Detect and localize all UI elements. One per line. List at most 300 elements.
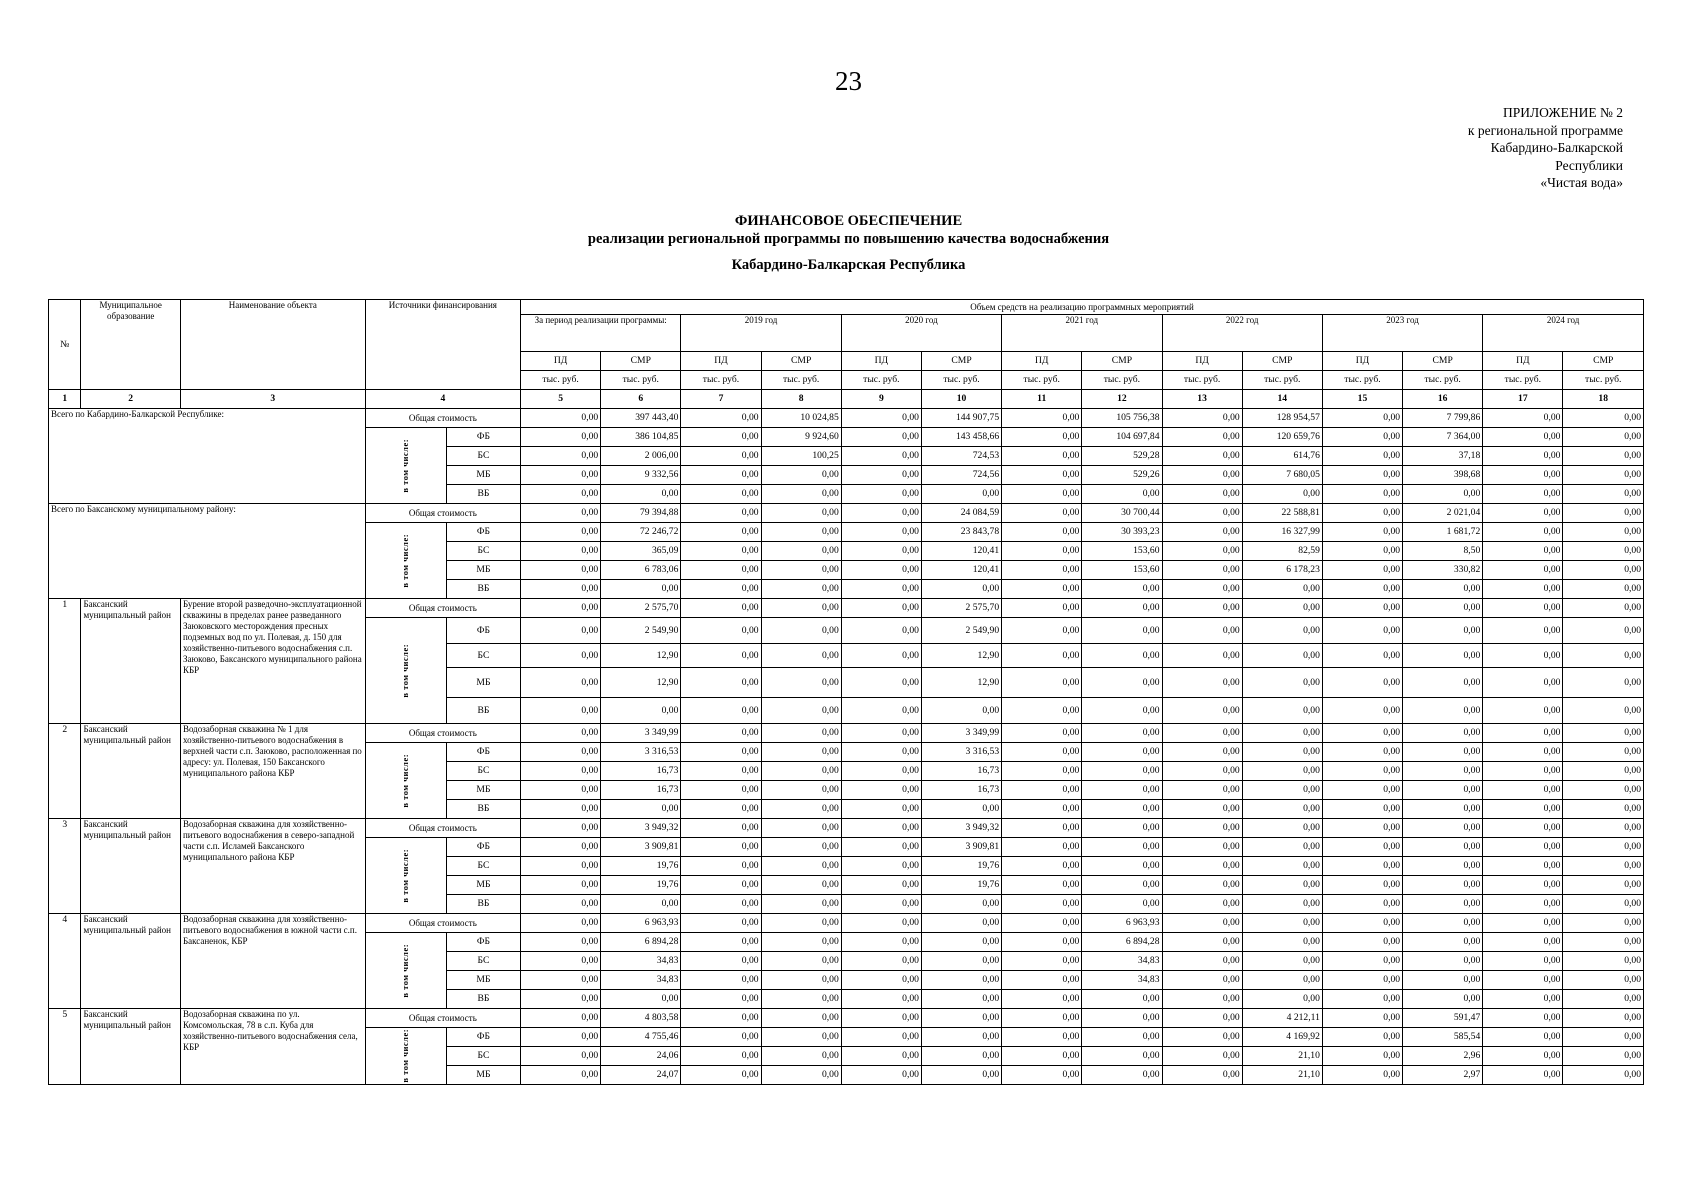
value-cell: 0,00: [1563, 1047, 1644, 1066]
value-cell: 2 575,70: [921, 599, 1001, 618]
value-cell: 0,00: [841, 895, 921, 914]
value-cell: 0,00: [1483, 644, 1563, 668]
value-cell: 0,00: [1563, 800, 1644, 819]
value-cell: 0,00: [1563, 580, 1644, 599]
incl-label: [365, 1028, 446, 1085]
column-number: 7: [681, 390, 761, 409]
value-cell: 0,00: [681, 990, 761, 1009]
header-year: 2021 год: [1002, 315, 1162, 352]
value-cell: 2 549,90: [601, 618, 681, 644]
header-smr: СМР: [1403, 352, 1483, 371]
value-cell: 19,76: [601, 876, 681, 895]
value-cell: 0,00: [1242, 914, 1322, 933]
value-cell: 0,00: [1483, 952, 1563, 971]
value-cell: 0,00: [841, 781, 921, 800]
value-cell: 0,00: [1403, 485, 1483, 504]
column-number: 3: [180, 390, 365, 409]
table-row: [49, 914, 1644, 933]
value-cell: 0,00: [1322, 952, 1402, 971]
value-cell: 0,00: [1002, 698, 1082, 724]
value-cell: 24,07: [601, 1066, 681, 1085]
source-total-cost: Общая стоимость: [365, 819, 520, 838]
value-cell: 2 021,04: [1403, 504, 1483, 523]
value-cell: 0,00: [1082, 800, 1162, 819]
value-cell: 529,28: [1082, 447, 1162, 466]
value-cell: 0,00: [1403, 800, 1483, 819]
value-cell: 0,00: [1162, 990, 1242, 1009]
value-cell: 1 681,72: [1403, 523, 1483, 542]
value-cell: 0,00: [1162, 504, 1242, 523]
column-number: 11: [1002, 390, 1082, 409]
source-fb: ФБ: [446, 428, 520, 447]
value-cell: 0,00: [1322, 466, 1402, 485]
value-cell: 0,00: [1002, 819, 1082, 838]
value-cell: 0,00: [681, 580, 761, 599]
header-year: 2022 год: [1162, 315, 1322, 352]
column-number-row: [49, 390, 1644, 409]
value-cell: 0,00: [681, 668, 761, 698]
header-unit: тыс. руб.: [1322, 371, 1402, 390]
value-cell: 0,00: [1082, 743, 1162, 762]
column-number: 15: [1322, 390, 1402, 409]
value-cell: 0,00: [1162, 1009, 1242, 1028]
value-cell: 0,00: [761, 781, 841, 800]
value-cell: 0,00: [1563, 428, 1644, 447]
value-cell: 0,00: [1242, 838, 1322, 857]
value-cell: 0,00: [841, 580, 921, 599]
column-number: 10: [921, 390, 1001, 409]
value-cell: 0,00: [1403, 599, 1483, 618]
value-cell: 0,00: [1322, 504, 1402, 523]
value-cell: 0,00: [521, 1047, 601, 1066]
value-cell: 16,73: [921, 781, 1001, 800]
value-cell: 0,00: [521, 1009, 601, 1028]
value-cell: 0,00: [1322, 990, 1402, 1009]
value-cell: 0,00: [1563, 876, 1644, 895]
value-cell: 2,96: [1403, 1047, 1483, 1066]
value-cell: 0,00: [1082, 668, 1162, 698]
header-year: 2023 год: [1322, 315, 1482, 352]
value-cell: 330,82: [1403, 561, 1483, 580]
value-cell: 0,00: [1162, 485, 1242, 504]
value-cell: 0,00: [1162, 743, 1242, 762]
column-number: 4: [365, 390, 520, 409]
value-cell: 0,00: [1563, 618, 1644, 644]
value-cell: 0,00: [1403, 781, 1483, 800]
value-cell: 0,00: [761, 876, 841, 895]
header-smr: СМР: [1242, 352, 1322, 371]
value-cell: 0,00: [1002, 1009, 1082, 1028]
value-cell: 0,00: [841, 724, 921, 743]
value-cell: 0,00: [1162, 781, 1242, 800]
value-cell: 72 246,72: [601, 523, 681, 542]
value-cell: 0,00: [681, 599, 761, 618]
row-number: 3: [49, 819, 81, 914]
value-cell: 0,00: [1002, 724, 1082, 743]
value-cell: 0,00: [1483, 876, 1563, 895]
value-cell: 0,00: [681, 781, 761, 800]
value-cell: 0,00: [841, 466, 921, 485]
value-cell: 0,00: [601, 580, 681, 599]
value-cell: 0,00: [1162, 724, 1242, 743]
value-cell: 82,59: [1242, 542, 1322, 561]
value-cell: 144 907,75: [921, 409, 1001, 428]
value-cell: 0,00: [681, 724, 761, 743]
summary-title: Всего по Баксанскому муниципальному району:: [49, 504, 366, 599]
value-cell: 0,00: [521, 1066, 601, 1085]
incl-label-text: в том числе:: [400, 533, 411, 588]
value-cell: 0,00: [1082, 485, 1162, 504]
value-cell: 365,09: [601, 542, 681, 561]
value-cell: 0,00: [521, 743, 601, 762]
value-cell: 6 963,93: [1082, 914, 1162, 933]
value-cell: 0,00: [1002, 743, 1082, 762]
value-cell: 0,00: [841, 971, 921, 990]
value-cell: 0,00: [1002, 800, 1082, 819]
value-cell: 0,00: [1002, 1047, 1082, 1066]
value-cell: 0,00: [1162, 523, 1242, 542]
value-cell: 0,00: [1002, 561, 1082, 580]
value-cell: 0,00: [1563, 561, 1644, 580]
value-cell: 143 458,66: [921, 428, 1001, 447]
value-cell: 8,50: [1403, 542, 1483, 561]
value-cell: 0,00: [1403, 990, 1483, 1009]
value-cell: 0,00: [1322, 857, 1402, 876]
value-cell: 3 316,53: [921, 743, 1001, 762]
column-number: 12: [1082, 390, 1162, 409]
value-cell: 0,00: [761, 724, 841, 743]
value-cell: 0,00: [1162, 952, 1242, 971]
source-vb: ВБ: [446, 895, 520, 914]
value-cell: 0,00: [1002, 580, 1082, 599]
column-number: 5: [521, 390, 601, 409]
value-cell: 724,53: [921, 447, 1001, 466]
value-cell: 0,00: [1002, 914, 1082, 933]
value-cell: 0,00: [521, 724, 601, 743]
header-smr: СМР: [761, 352, 841, 371]
value-cell: 0,00: [761, 762, 841, 781]
header-pd: ПД: [681, 352, 761, 371]
value-cell: 34,83: [1082, 952, 1162, 971]
source-total-cost: Общая стоимость: [365, 409, 520, 428]
value-cell: 0,00: [841, 990, 921, 1009]
value-cell: 0,00: [921, 1047, 1001, 1066]
value-cell: 6 963,93: [601, 914, 681, 933]
value-cell: 0,00: [921, 698, 1001, 724]
value-cell: 12,90: [601, 668, 681, 698]
value-cell: 0,00: [521, 933, 601, 952]
value-cell: 0,00: [761, 743, 841, 762]
value-cell: 0,00: [841, 1066, 921, 1085]
value-cell: 4 755,46: [601, 1028, 681, 1047]
value-cell: 0,00: [1403, 876, 1483, 895]
appendix-line: «Чистая вода»: [1540, 175, 1623, 190]
value-cell: 0,00: [521, 971, 601, 990]
value-cell: 0,00: [681, 743, 761, 762]
value-cell: 386 104,85: [601, 428, 681, 447]
value-cell: 724,56: [921, 466, 1001, 485]
value-cell: 0,00: [1483, 409, 1563, 428]
value-cell: 0,00: [1403, 971, 1483, 990]
value-cell: 0,00: [1483, 857, 1563, 876]
value-cell: 0,00: [1483, 895, 1563, 914]
value-cell: 0,00: [1403, 724, 1483, 743]
value-cell: 0,00: [1322, 618, 1402, 644]
value-cell: 0,00: [1162, 914, 1242, 933]
value-cell: 0,00: [1002, 409, 1082, 428]
value-cell: 0,00: [1483, 914, 1563, 933]
value-cell: 0,00: [1002, 838, 1082, 857]
header-pd: ПД: [841, 352, 921, 371]
value-cell: 0,00: [1002, 1066, 1082, 1085]
header-unit: тыс. руб.: [1162, 371, 1242, 390]
value-cell: 104 697,84: [1082, 428, 1162, 447]
column-number: 1: [49, 390, 81, 409]
value-cell: 0,00: [521, 668, 601, 698]
value-cell: 0,00: [841, 762, 921, 781]
source-vb: ВБ: [446, 990, 520, 1009]
value-cell: 3 949,32: [921, 819, 1001, 838]
value-cell: 16,73: [921, 762, 1001, 781]
value-cell: 0,00: [841, 857, 921, 876]
value-cell: 16,73: [601, 781, 681, 800]
value-cell: 0,00: [1563, 762, 1644, 781]
document-title: [0, 212, 1697, 274]
value-cell: 0,00: [681, 698, 761, 724]
source-fb: ФБ: [446, 1028, 520, 1047]
value-cell: 4 169,92: [1242, 1028, 1322, 1047]
title-line: Кабардино-Балкарская Республика: [731, 257, 966, 273]
header-unit: тыс. руб.: [521, 371, 601, 390]
appendix-line: Республики: [1555, 157, 1623, 173]
source-mb: МБ: [446, 971, 520, 990]
value-cell: 0,00: [841, 618, 921, 644]
value-cell: 0,00: [681, 618, 761, 644]
summary-title: Всего по Кабардино-Балкарской Республике:: [49, 409, 366, 504]
value-cell: 0,00: [1162, 409, 1242, 428]
value-cell: 0,00: [1002, 523, 1082, 542]
value-cell: 0,00: [521, 504, 601, 523]
source-mb: МБ: [446, 668, 520, 698]
value-cell: 0,00: [1563, 857, 1644, 876]
value-cell: 0,00: [1162, 800, 1242, 819]
value-cell: 0,00: [1002, 895, 1082, 914]
source-bs: БС: [446, 447, 520, 466]
header-year: 2019 год: [681, 315, 841, 352]
value-cell: 0,00: [1002, 618, 1082, 644]
value-cell: 0,00: [681, 800, 761, 819]
appendix-line: к региональной программе: [1467, 122, 1623, 138]
value-cell: 0,00: [761, 952, 841, 971]
header-unit: тыс. руб.: [681, 371, 761, 390]
municipality-cell: Баксанский муниципальный район: [81, 914, 180, 1009]
value-cell: 2,97: [1403, 1066, 1483, 1085]
object-name-cell: Водозаборная скважина № 1 для хозяйственно-питьевого водоснабжения в верхней части с.п. Заюково, расположенная по адресу: ул. Полевая, 150 Баксанского муниципального района КБР: [180, 724, 365, 819]
value-cell: 0,00: [1483, 504, 1563, 523]
value-cell: 0,00: [761, 1066, 841, 1085]
value-cell: 0,00: [681, 409, 761, 428]
value-cell: 0,00: [1162, 428, 1242, 447]
value-cell: 19,76: [921, 857, 1001, 876]
value-cell: 0,00: [1563, 504, 1644, 523]
value-cell: 0,00: [1322, 819, 1402, 838]
value-cell: 3 316,53: [601, 743, 681, 762]
value-cell: 0,00: [921, 990, 1001, 1009]
source-vb: ВБ: [446, 698, 520, 724]
value-cell: 0,00: [681, 876, 761, 895]
value-cell: 0,00: [1242, 990, 1322, 1009]
value-cell: 4 212,11: [1242, 1009, 1322, 1028]
value-cell: 0,00: [1322, 447, 1402, 466]
column-number: 14: [1242, 390, 1322, 409]
value-cell: 0,00: [1483, 762, 1563, 781]
value-cell: 0,00: [521, 857, 601, 876]
value-cell: 0,00: [1483, 800, 1563, 819]
value-cell: 0,00: [1002, 466, 1082, 485]
value-cell: 0,00: [521, 409, 601, 428]
header-object-name: Наименование объекта: [180, 300, 365, 390]
header-smr: СМР: [601, 352, 681, 371]
value-cell: 0,00: [521, 523, 601, 542]
value-cell: 0,00: [1162, 466, 1242, 485]
value-cell: 0,00: [681, 542, 761, 561]
value-cell: 0,00: [1242, 876, 1322, 895]
value-cell: 0,00: [1082, 857, 1162, 876]
value-cell: 0,00: [1082, 1028, 1162, 1047]
value-cell: 0,00: [761, 466, 841, 485]
row-number: 5: [49, 1009, 81, 1085]
value-cell: 0,00: [1162, 580, 1242, 599]
header-smr: СМР: [921, 352, 1001, 371]
value-cell: 0,00: [1322, 724, 1402, 743]
value-cell: 0,00: [1162, 819, 1242, 838]
value-cell: 0,00: [1483, 781, 1563, 800]
value-cell: 120,41: [921, 542, 1001, 561]
column-number: 16: [1403, 390, 1483, 409]
value-cell: 397 443,40: [601, 409, 681, 428]
value-cell: 0,00: [761, 485, 841, 504]
value-cell: 3 909,81: [921, 838, 1001, 857]
value-cell: 0,00: [1403, 838, 1483, 857]
source-fb: ФБ: [446, 618, 520, 644]
value-cell: 0,00: [681, 1047, 761, 1066]
value-cell: 0,00: [841, 876, 921, 895]
value-cell: 0,00: [841, 800, 921, 819]
value-cell: 0,00: [1322, 800, 1402, 819]
value-cell: 0,00: [1242, 698, 1322, 724]
value-cell: 0,00: [521, 952, 601, 971]
value-cell: 0,00: [761, 580, 841, 599]
value-cell: 0,00: [1002, 485, 1082, 504]
value-cell: 0,00: [1242, 580, 1322, 599]
value-cell: 0,00: [761, 698, 841, 724]
value-cell: 0,00: [1162, 857, 1242, 876]
value-cell: 0,00: [1322, 542, 1402, 561]
value-cell: 0,00: [841, 447, 921, 466]
source-mb: МБ: [446, 781, 520, 800]
value-cell: 153,60: [1082, 542, 1162, 561]
source-total-cost: Общая стоимость: [365, 914, 520, 933]
value-cell: 0,00: [1322, 644, 1402, 668]
value-cell: 0,00: [1563, 838, 1644, 857]
value-cell: 591,47: [1403, 1009, 1483, 1028]
value-cell: 0,00: [681, 428, 761, 447]
value-cell: 100,25: [761, 447, 841, 466]
value-cell: 0,00: [761, 838, 841, 857]
value-cell: 0,00: [841, 952, 921, 971]
header-num: №: [49, 300, 81, 390]
value-cell: 0,00: [1082, 1066, 1162, 1085]
incl-label: [365, 618, 446, 724]
value-cell: 0,00: [841, 409, 921, 428]
value-cell: 0,00: [681, 466, 761, 485]
value-cell: 0,00: [921, 914, 1001, 933]
value-cell: 0,00: [1082, 644, 1162, 668]
value-cell: 0,00: [1162, 1066, 1242, 1085]
value-cell: 0,00: [521, 580, 601, 599]
value-cell: 0,00: [761, 990, 841, 1009]
appendix-note: [1383, 104, 1623, 192]
column-number: 6: [601, 390, 681, 409]
value-cell: 0,00: [1162, 542, 1242, 561]
value-cell: 0,00: [1162, 698, 1242, 724]
value-cell: 0,00: [1242, 857, 1322, 876]
municipality-cell: Баксанский муниципальный район: [81, 599, 180, 724]
value-cell: 0,00: [521, 542, 601, 561]
header-municipality: Муниципальное образование: [81, 300, 180, 390]
value-cell: 0,00: [841, 542, 921, 561]
value-cell: 0,00: [1483, 743, 1563, 762]
value-cell: 0,00: [1403, 819, 1483, 838]
value-cell: 0,00: [681, 857, 761, 876]
column-number: 9: [841, 390, 921, 409]
value-cell: 0,00: [1483, 466, 1563, 485]
value-cell: 0,00: [1563, 542, 1644, 561]
value-cell: 0,00: [1162, 644, 1242, 668]
row-number: 1: [49, 599, 81, 724]
source-fb: ФБ: [446, 933, 520, 952]
value-cell: 0,00: [841, 523, 921, 542]
value-cell: 614,76: [1242, 447, 1322, 466]
value-cell: 0,00: [1082, 895, 1162, 914]
header-unit: тыс. руб.: [601, 371, 681, 390]
value-cell: 0,00: [521, 485, 601, 504]
value-cell: 0,00: [841, 504, 921, 523]
incl-label: [365, 838, 446, 914]
value-cell: 0,00: [761, 644, 841, 668]
value-cell: 0,00: [1322, 580, 1402, 599]
value-cell: 0,00: [841, 561, 921, 580]
value-cell: 0,00: [921, 800, 1001, 819]
value-cell: 0,00: [1242, 800, 1322, 819]
value-cell: 0,00: [1322, 698, 1402, 724]
value-cell: 398,68: [1403, 466, 1483, 485]
value-cell: 0,00: [1483, 933, 1563, 952]
value-cell: 0,00: [1403, 857, 1483, 876]
value-cell: 0,00: [841, 1028, 921, 1047]
header-unit: тыс. руб.: [1563, 371, 1644, 390]
value-cell: 0,00: [1563, 952, 1644, 971]
value-cell: 19,76: [601, 857, 681, 876]
value-cell: 0,00: [1002, 990, 1082, 1009]
header-pd: ПД: [1322, 352, 1402, 371]
value-cell: 3 349,99: [601, 724, 681, 743]
value-cell: 0,00: [1002, 668, 1082, 698]
value-cell: 0,00: [1082, 762, 1162, 781]
value-cell: 0,00: [1002, 857, 1082, 876]
value-cell: 7 364,00: [1403, 428, 1483, 447]
value-cell: 0,00: [681, 561, 761, 580]
